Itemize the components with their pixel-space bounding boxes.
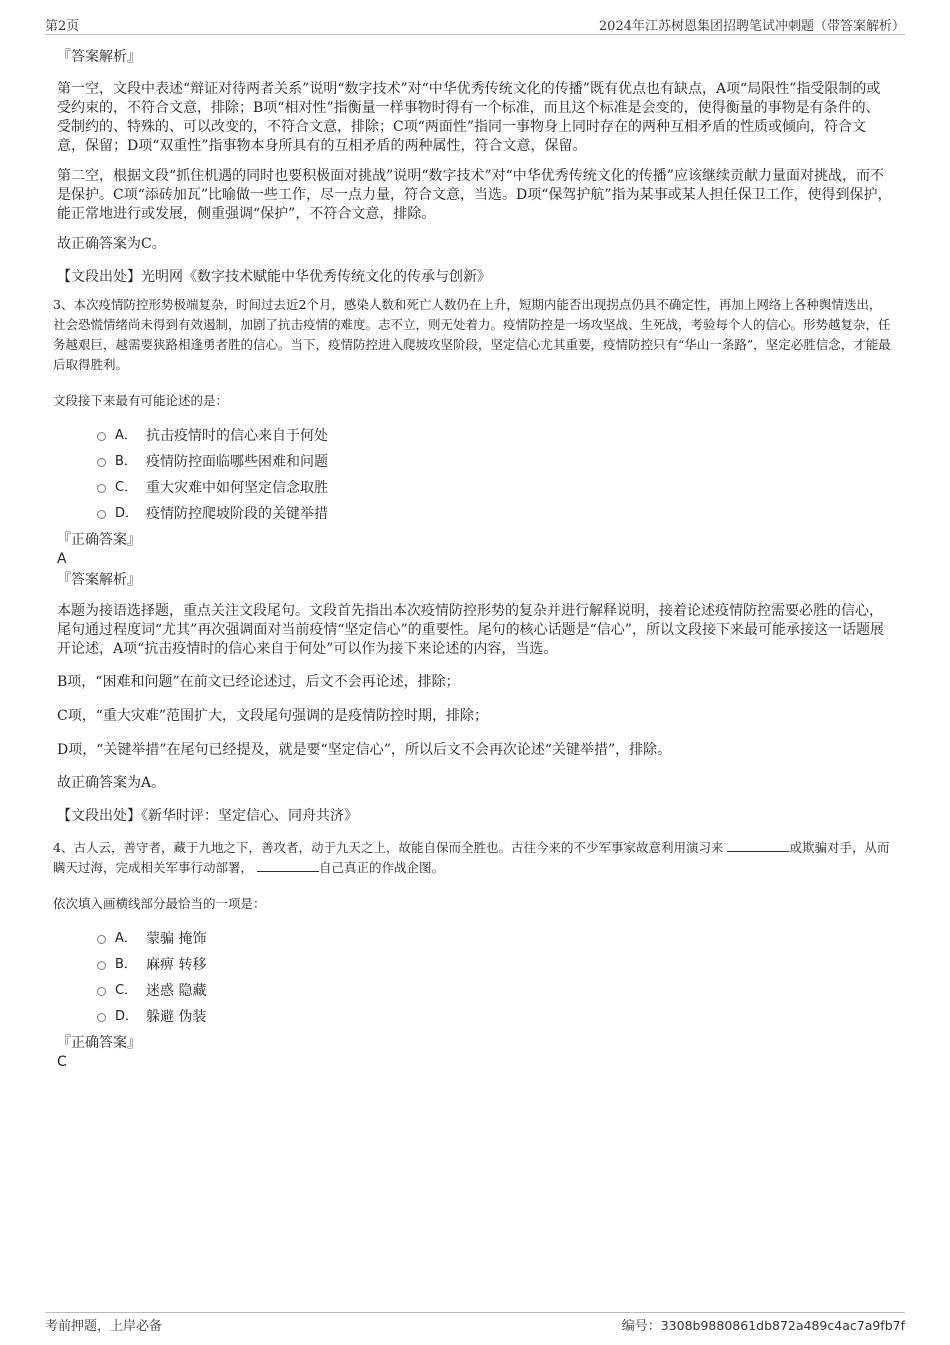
analysis-paragraph: D项，“关键举措”在尾句已经提及，就是要“坚定信心”，所以后文不会再次论述“关键举措”，排除。 bbox=[57, 742, 672, 758]
analysis-paragraph: 本题为接语选择题，重点关注文段尾句。文段首先指出本次疫情防控形势的复杂并进行解释说明，接着论述疫情防控需要必胜的信心，尾句通过程度词“尤其”再次强调面对当前疫情“坚定信心”的重要性。尾句的核心话题是“信心”，所以文段接下来最可能承接这一话题展开论述，A项“抗击疫情时的信心来自于何处”可以作为接下来论述的内容，当选。 bbox=[57, 603, 884, 657]
option-b[interactable]: B． 麻痹 转移 bbox=[97, 952, 892, 978]
source-citation: 【文段出处】《新华时评：坚定信心、同舟共济》 bbox=[57, 808, 358, 824]
radio-icon[interactable] bbox=[97, 935, 106, 944]
radio-icon[interactable] bbox=[97, 432, 106, 441]
question-prompt: 依次填入画横线部分最恰当的一项是： bbox=[53, 896, 266, 911]
radio-icon[interactable] bbox=[97, 484, 106, 493]
radio-icon[interactable] bbox=[97, 510, 106, 519]
analysis-paragraph: C项，“重大灾难”范围扩大，文段尾句强调的是疫情防控时期，排除； bbox=[57, 708, 489, 724]
conclusion: 故正确答案为A。 bbox=[57, 775, 166, 791]
question-stem: 3、本次疫情防控形势极端复杂，时间过去近2个月，感染人数和死亡人数仍在上升，短期内能否出现拐点仍具不确定性，再加上网络上各种舆情迭出，社会恐慌情绪尚未得到有效遏制，加剧了抗击疫情的难度。志不立，则无处着力。疫情防控是一场攻坚战、生死战，考验每个人的信心。形势越复杂，任务越艰巨，越需要狭路相逢勇者胜的信心。当下，疫情防控进入爬坡攻坚阶段，坚定信心尤其重要，疫情防控只有“华山一条路”，坚定必胜信念，才能最后取得胜利。 bbox=[53, 297, 891, 372]
fill-blank bbox=[727, 839, 789, 852]
correct-answer: C bbox=[57, 1054, 67, 1070]
option-c[interactable]: C． 迷惑 隐藏 bbox=[97, 978, 892, 1004]
conclusion: 故正确答案为C。 bbox=[57, 236, 166, 252]
page-footer bbox=[45, 1312, 905, 1337]
option-list bbox=[57, 423, 892, 527]
correct-answer: A bbox=[57, 551, 67, 567]
analysis-paragraph: B项，“困难和问题”在前文已经论述过，后文不会再论述，排除； bbox=[57, 674, 460, 690]
radio-icon[interactable] bbox=[97, 1013, 106, 1022]
option-b[interactable]: B． 疫情防控面临哪些困难和问题 bbox=[97, 449, 892, 475]
analysis-label: 『答案解析』 bbox=[57, 49, 141, 65]
answer-label: 『正确答案』 bbox=[57, 1035, 141, 1051]
radio-icon[interactable] bbox=[97, 458, 106, 467]
question-stem: 4、古人云，善守者，藏于九地之下，善攻者，动于九天之上，故能自保而全胜也。古往今来的不少军事家故意利用演习来 或欺骗对手，从而瞒天过海，完成相关军事行动部署， 自己真正的作战企图。 bbox=[53, 840, 890, 875]
analysis-paragraph: 第二空，根据文段“抓住机遇的同时也要积极面对挑战”说明“数字技术”对“中华优秀传统文化的传播”应该继续贡献力量面对挑战，而不是保护。C项“添砖加瓦”比喻做一些工作，尽一点力量，符合文意，当选。D项“保驾护航”指为某事或某人担任保卫工作，使得到保护，能正常地进行或发展，侧重强调“保护”，不符合文意，排除。 bbox=[57, 168, 892, 222]
document-body bbox=[53, 46, 892, 1070]
option-a[interactable]: A． 蒙骗 掩饰 bbox=[97, 926, 892, 952]
page-number: 第2页 bbox=[45, 19, 80, 34]
option-c[interactable]: C． 重大灾难中如何坚定信念取胜 bbox=[97, 475, 892, 501]
document-id: 编号：3308b9880861db872a489c4ac7a9fb7f bbox=[621, 1318, 905, 1334]
footer-slogan: 考前押题，上岸必备 bbox=[45, 1319, 163, 1334]
radio-icon[interactable] bbox=[97, 987, 106, 996]
analysis-label: 『答案解析』 bbox=[57, 572, 141, 588]
document-title: 2024年江苏树恩集团招聘笔试冲刺题（带答案解析） bbox=[598, 19, 905, 34]
analysis-paragraph: 第一空，文段中表述“辩证对待两者关系”说明“数字技术”对“中华优秀传统文化的传播”既有优点也有缺点，A项“局限性”指受限制的或受约束的，不符合文意，排除；B项“相对性”指衡量一样事物时得有一个标准，而且这个标准是会变的，使得衡量的事物是有条件的、受制约的、特殊的、可以改变的，不符合文意，排除；C项“两面性”指同一事物身上同时存在的两种互相矛盾的性质或倾向，符合文意，保留；D项“双重性”指事物本身所具有的互相矛盾的两种属性，符合文意，保留。 bbox=[57, 81, 881, 154]
fill-blank bbox=[257, 859, 319, 872]
option-d[interactable]: D． 躲避 伪装 bbox=[97, 1004, 892, 1030]
option-list bbox=[57, 926, 892, 1030]
source-citation: 【文段出处】光明网《数字技术赋能中华优秀传统文化的传承与创新》 bbox=[57, 269, 491, 285]
answer-label: 『正确答案』 bbox=[57, 532, 141, 548]
option-a[interactable]: A． 抗击疫情时的信心来自于何处 bbox=[97, 423, 892, 449]
option-d[interactable]: D． 疫情防控爬坡阶段的关键举措 bbox=[97, 501, 892, 527]
question-prompt: 文段接下来最有可能论述的是： bbox=[53, 393, 229, 408]
page-header bbox=[45, 14, 905, 35]
radio-icon[interactable] bbox=[97, 961, 106, 970]
